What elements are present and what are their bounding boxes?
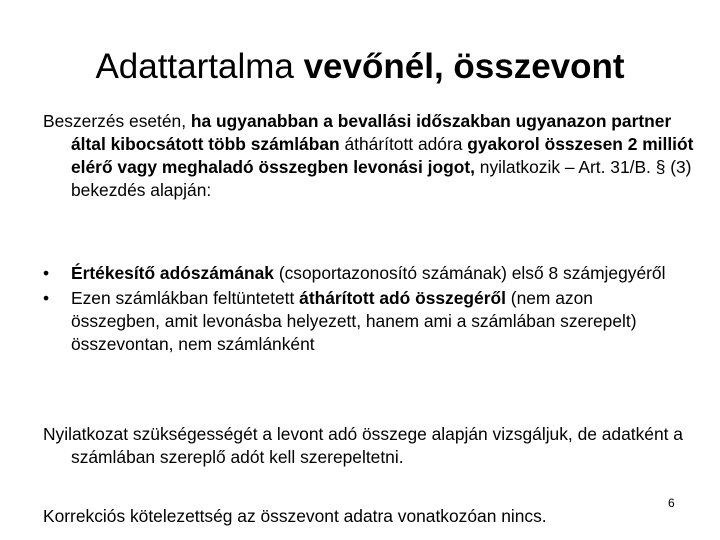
note-paragraph: Nyilatkozat szükségességét a levont adó összege alapján vizsgáljuk, de adatként a számlában szereplő adót kell szerepeltetni. [43,424,683,467]
bullet-bold: áthárított adó összegéről [299,288,506,308]
footer-paragraph: Korrekciós kötelezettség az összevont adatra vonatkozóan nincs. [43,506,547,526]
intro-text-4: gyakorol összesen 2 milliót elérő vagy meghaladó összegben levonási jogot, [71,134,694,177]
bullet-marker: • [43,263,50,283]
title-bold: vevőnél, összevont [303,47,625,86]
bullet-text: (csoportazonosító számának) első 8 számjegyéről [273,263,666,283]
intro-text-5: nyilatkozik – Art. 31/B. § (3) bekezdés alapján: [71,157,692,200]
intro-text-2: ha ugyanabban a bevallási időszakban ugyanazon partner által kibocsátott több számlában [71,111,672,154]
title-plain: Adattartalma [95,47,304,86]
slide-title [0,42,720,92]
bullet-bold: Értékesítő adószámának [71,263,274,283]
list-item [43,262,683,285]
list-item [43,287,683,356]
bullet-text: (nem azon összegben, amit levonásba helyezett, hanem ami a számlában szerepelt) összevontan, nem számlánként [71,288,637,354]
intro-paragraph [43,110,701,202]
page-number: 6 [668,496,675,510]
bullet-marker: • [43,288,50,308]
intro-text-3: áthárított adóra [344,134,468,154]
intro-text-1: Beszerzés esetén, [43,111,191,131]
bullet-list [43,262,683,358]
bullet-pre: Ezen számlákban feltüntetett [71,288,300,308]
